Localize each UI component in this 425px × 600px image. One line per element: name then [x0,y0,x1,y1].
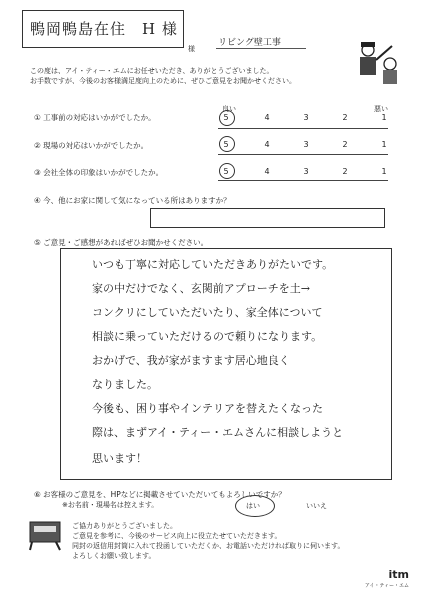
comment-line-4: 相談に乗っていただけるので頼りになります。 [92,330,323,343]
company-logo-subtext: アイ・ティー・エム [364,583,409,589]
rating-2[interactable]: 2 [342,140,348,149]
comment-line-6: なりました。 [92,378,158,391]
rating-5[interactable]: 5 [223,167,229,176]
rating-4[interactable]: 4 [264,113,270,122]
question-6: ⑥ お客様のご意見を、HPなどに掲載させていただいてもよろしいですか？ [34,490,286,499]
thanks-line-1: ご協力ありがとうございました。 [72,522,177,530]
project-underline [216,48,306,49]
scale-bad-label: 悪い [374,105,388,113]
rating-scale-3 [218,180,388,181]
intro-line-1: この度は、アイ・ティー・エムにお任せいただき、ありがとうございました。 [30,67,274,75]
thanks-line-2: ご意見を参考に、今後のサービス向上に役立たせていただきます。 [72,532,282,540]
rating-2[interactable]: 2 [342,167,348,176]
comment-line-8: 際は、まずアイ・ティー・エムさんに相談しようと [92,426,344,439]
mailbox-illustration [26,516,66,552]
thanks-line-4: よろしくお願い致します。 [72,552,156,560]
rating-2[interactable]: 2 [342,113,348,122]
rating-scale-2 [218,154,388,155]
project-type: リビング壁工事 [218,38,281,48]
comment-line-9: 思います！ [92,452,147,465]
rating-4[interactable]: 4 [264,140,270,149]
rating-3[interactable]: 3 [303,140,309,149]
other-concerns-answer[interactable] [150,208,385,228]
scale-good-label: 良い [222,105,236,113]
publish-no-option[interactable]: いいえ [306,502,327,510]
customer-name: 鴨岡鴨島在住 H 様 [30,20,178,38]
thanks-line-3: 同封の返信用封筒に入れて投函していただくか、お電話いただければ取りに伺います。 [72,542,345,550]
question-5: ⑤ ご意見・ご感想があればぜひお聞かせください。 [34,238,209,247]
comment-line-1: いつも丁寧に対応していただきありがたいです。 [92,258,334,271]
rating-3[interactable]: 3 [303,167,309,176]
comment-line-5: おかげで、我が家がますます居心地良く [92,354,290,367]
comment-line-7: 今後も、困り事やインテリアを替えたくなった [92,402,323,415]
company-logo: itm [388,568,409,581]
publish-yes-option[interactable]: はい [246,502,260,510]
question-1: ① 工事前の対応はいかがでしたか。 [34,113,156,122]
rating-4[interactable]: 4 [264,167,270,176]
comment-line-2: 家の中だけでなく、玄関前アプローチを土→ [92,282,310,295]
honorific-suffix: 様 [188,45,195,53]
rating-5[interactable]: 5 [223,113,229,122]
rating-5[interactable]: 5 [223,140,229,149]
mascot-illustration [348,40,410,88]
intro-line-2: お手数ですが、今後のお客様満足度向上のために、ぜひご意見をお聞かせください。 [30,77,296,85]
question-3: ③ 会社全体の印象はいかがでしたか。 [34,168,164,177]
rating-1[interactable]: 1 [381,140,387,149]
rating-1[interactable]: 1 [381,113,387,122]
privacy-note: ※お名前・現場名は控えます。 [62,501,159,509]
rating-scale-1 [218,128,388,129]
question-2: ② 現場の対応はいかがでしたか。 [34,141,149,150]
comment-line-3: コンクリにしていただいたり、家全体について [92,306,323,319]
rating-1[interactable]: 1 [381,167,387,176]
question-4: ④ 今、他にお家に関して気になっている所はありますか？ [34,196,231,205]
rating-3[interactable]: 3 [303,113,309,122]
